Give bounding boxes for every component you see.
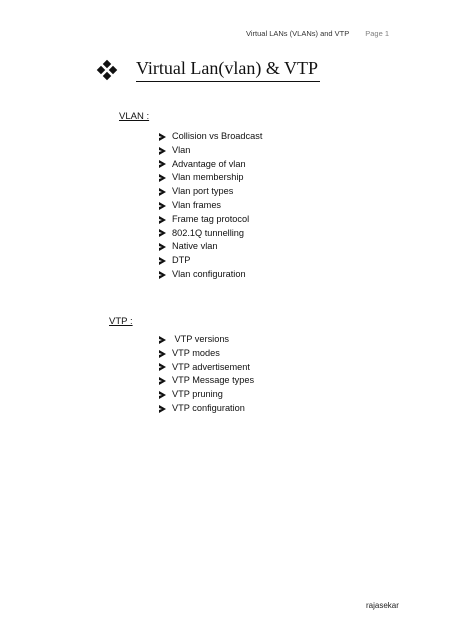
arrow-bullet-icon <box>159 363 166 371</box>
list-item-text: Vlan port types <box>172 186 234 197</box>
four-diamonds-icon <box>98 61 116 79</box>
list-item-text: Native vlan <box>172 241 218 252</box>
list-item-text: VTP pruning <box>172 389 223 400</box>
footer-author: rajasekar <box>366 601 399 610</box>
list-item-text: Frame tag protocol <box>172 213 250 224</box>
list-item-text: VTP Message types <box>172 375 255 386</box>
arrow-bullet-icon <box>159 336 166 344</box>
list-item <box>159 240 262 254</box>
page-title: Virtual Lan(vlan) & VTP <box>136 58 320 82</box>
arrow-bullet-icon <box>159 271 166 279</box>
list-item-text: Vlan <box>172 144 191 155</box>
list-item-text: Vlan frames <box>172 199 222 210</box>
list-item-text: DTP <box>172 255 191 266</box>
arrow-bullet-icon <box>159 405 166 413</box>
list-item <box>159 144 262 158</box>
list-item <box>159 402 254 416</box>
list-item <box>159 361 254 375</box>
list-item <box>159 268 262 282</box>
list-item <box>159 199 262 213</box>
arrow-bullet-icon <box>159 174 166 182</box>
arrow-bullet-icon <box>159 202 166 210</box>
arrow-bullet-icon <box>159 229 166 237</box>
list-item <box>159 227 262 241</box>
list-item-text: VTP configuration <box>172 402 245 413</box>
list-item <box>159 171 262 185</box>
list-item <box>159 158 262 172</box>
arrow-bullet-icon <box>159 257 166 265</box>
list-item-text: VTP versions <box>172 334 230 344</box>
list-item-text: Vlan configuration <box>172 268 246 279</box>
arrow-bullet-icon <box>159 216 166 224</box>
arrow-bullet-icon <box>159 147 166 155</box>
arrow-bullet-icon <box>159 350 166 358</box>
list-item-text: Advantage of vlan <box>172 158 246 169</box>
list-item-text: VTP advertisement <box>172 361 250 372</box>
list-item-text: Collision vs Broadcast <box>172 131 263 141</box>
list-item <box>159 213 262 227</box>
title-row <box>98 58 320 82</box>
page-header <box>246 29 389 38</box>
arrow-bullet-icon <box>159 391 166 399</box>
arrow-bullet-icon <box>159 188 166 196</box>
vtp-section-heading: VTP : <box>109 316 133 327</box>
list-item-text: VTP modes <box>172 347 220 358</box>
header-doc-title: Virtual LANs (VLANs) and VTP <box>246 29 350 38</box>
list-item <box>159 333 254 347</box>
arrow-bullet-icon <box>159 160 166 168</box>
vtp-topic-list <box>159 333 254 416</box>
list-item <box>159 254 262 268</box>
list-item-text: Vlan membership <box>172 172 244 183</box>
vlan-section-heading: VLAN : <box>119 111 150 122</box>
list-item <box>159 185 262 199</box>
list-item <box>159 347 254 361</box>
list-item <box>159 388 254 402</box>
vlan-topic-list <box>159 130 262 282</box>
list-item <box>159 374 254 388</box>
list-item-text: 802.1Q tunnelling <box>172 227 245 238</box>
list-item <box>159 130 262 144</box>
arrow-bullet-icon <box>159 377 166 385</box>
arrow-bullet-icon <box>159 243 166 251</box>
arrow-bullet-icon <box>159 133 166 141</box>
header-page-number: Page 1 <box>365 29 389 38</box>
